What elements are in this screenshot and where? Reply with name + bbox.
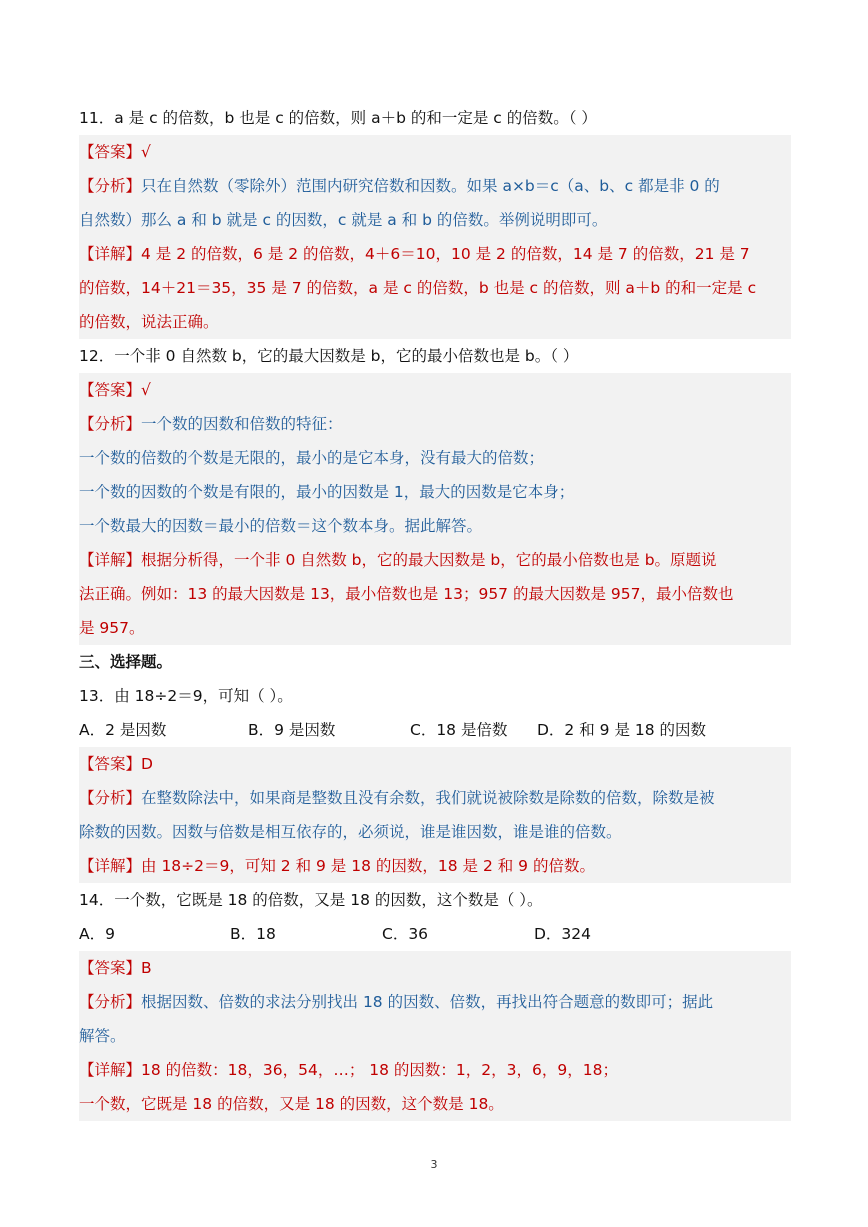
document-page xyxy=(79,101,791,1121)
page-number: 3 xyxy=(430,1158,438,1171)
detail-tag: 【详解】 xyxy=(79,857,142,875)
question-13: 13．由 18÷2＝9，可知（ ）。 xyxy=(79,687,293,705)
answer-value: √ xyxy=(141,381,151,399)
analysis-text: 一个数的因数的个数是有限的，最小的因数是 1，最大的因数是它本身； xyxy=(79,483,575,501)
answer-tag: 【答案】 xyxy=(79,959,142,977)
answer-tag: 【答案】 xyxy=(79,755,142,773)
detail-text: 是 957。 xyxy=(79,619,145,637)
analysis-text: 一个数的因数和倍数的特征： xyxy=(141,415,343,433)
analysis-text: 一个数的倍数的个数是无限的，最小的是它本身，没有最大的倍数； xyxy=(79,449,545,467)
answer-block-14 xyxy=(79,951,791,1121)
detail-text: 的倍数，14＋21＝35，35 是 7 的倍数，a 是 c 的倍数，b 也是 c 的倍数，则 a＋b 的和一定是 c xyxy=(79,279,757,297)
answer-value: B xyxy=(141,959,152,977)
answer-line xyxy=(79,747,791,781)
answer-value: D xyxy=(141,755,153,773)
question-14: 14．一个数，它既是 18 的倍数，又是 18 的因数，这个数是（ ）。 xyxy=(79,891,543,909)
option-c: C．36 xyxy=(382,925,429,943)
option-d: D．2 和 9 是 18 的因数 xyxy=(537,721,707,739)
answer-tag: 【答案】 xyxy=(79,381,142,399)
answer-line xyxy=(79,135,791,169)
option-c: C．18 是倍数 xyxy=(410,721,508,739)
detail-tag: 【详解】 xyxy=(79,245,142,263)
answer-block-12 xyxy=(79,373,791,645)
detail-text: 4 是 2 的倍数，6 是 2 的倍数，4＋6＝10，10 是 2 的倍数，14 是 7 的倍数，21 是 7 xyxy=(141,245,750,263)
analysis-text: 只在自然数（零除外）范围内研究倍数和因数。如果 a×b＝c（a、b、c 都是非 0 的 xyxy=(141,177,720,195)
detail-text: 的倍数，说法正确。 xyxy=(79,313,219,331)
analysis-text: 除数的因数。因数与倍数是相互依存的，必须说，谁是谁因数，谁是谁的倍数。 xyxy=(79,823,622,841)
answer-value: √ xyxy=(141,143,151,161)
analysis-text: 一个数最大的因数＝最小的倍数＝这个数本身。据此解答。 xyxy=(79,517,483,535)
detail-line xyxy=(79,543,791,577)
options-13 xyxy=(79,713,791,747)
detail-text: 18 的倍数：18，36，54，…； 18 的因数：1，2，3，6，9，18； xyxy=(141,1061,618,1079)
detail-line xyxy=(79,237,791,271)
detail-tag: 【详解】 xyxy=(79,1061,142,1079)
analysis-tag: 【分析】 xyxy=(79,177,142,195)
detail-text: 由 18÷2＝9，可知 2 和 9 是 18 的因数，18 是 2 和 9 的倍数。 xyxy=(141,857,595,875)
question-12: 12．一个非 0 自然数 b，它的最大因数是 b，它的最小倍数也是 b。（ ） xyxy=(79,347,579,365)
answer-tag: 【答案】 xyxy=(79,143,142,161)
detail-tag: 【详解】 xyxy=(79,551,142,569)
option-a: A．2 是因数 xyxy=(79,721,167,739)
analysis-tag: 【分析】 xyxy=(79,789,142,807)
answer-block-13 xyxy=(79,747,791,883)
analysis-text: 根据因数、倍数的求法分别找出 18 的因数、倍数，再找出符合题意的数即可；据此 xyxy=(141,993,714,1011)
analysis-line xyxy=(79,169,791,203)
option-b: B．9 是因数 xyxy=(248,721,336,739)
analysis-text: 在整数除法中，如果商是整数且没有余数，我们就说被除数是除数的倍数，除数是被 xyxy=(141,789,715,807)
analysis-text: 自然数）那么 a 和 b 就是 c 的因数，c 就是 a 和 b 的倍数。举例说明即可。 xyxy=(79,211,608,229)
answer-block-11 xyxy=(79,135,791,339)
detail-text: 根据分析得，一个非 0 自然数 b，它的最大因数是 b，它的最小倍数也是 b。原题说 xyxy=(141,551,717,569)
question-11: 11．a 是 c 的倍数，b 也是 c 的倍数，则 a＋b 的和一定是 c 的倍数。（ ） xyxy=(79,109,597,127)
detail-text: 法正确。例如：13 的最大因数是 13，最小倍数也是 13；957 的最大因数是 957，最小倍数也 xyxy=(79,585,734,603)
analysis-tag: 【分析】 xyxy=(79,993,142,1011)
section-heading: 三、选择题。 xyxy=(79,653,173,671)
options-14 xyxy=(79,917,791,951)
analysis-tag: 【分析】 xyxy=(79,415,142,433)
analysis-line xyxy=(79,985,791,1019)
detail-line xyxy=(79,849,791,883)
analysis-line xyxy=(79,407,791,441)
analysis-text: 解答。 xyxy=(79,1027,126,1045)
option-a: A．9 xyxy=(79,925,115,943)
detail-text: 一个数，它既是 18 的倍数，又是 18 的因数，这个数是 18。 xyxy=(79,1095,504,1113)
answer-line xyxy=(79,373,791,407)
analysis-line xyxy=(79,781,791,815)
detail-line xyxy=(79,1053,791,1087)
option-b: B．18 xyxy=(230,925,276,943)
answer-line xyxy=(79,951,791,985)
option-d: D．324 xyxy=(534,925,592,943)
